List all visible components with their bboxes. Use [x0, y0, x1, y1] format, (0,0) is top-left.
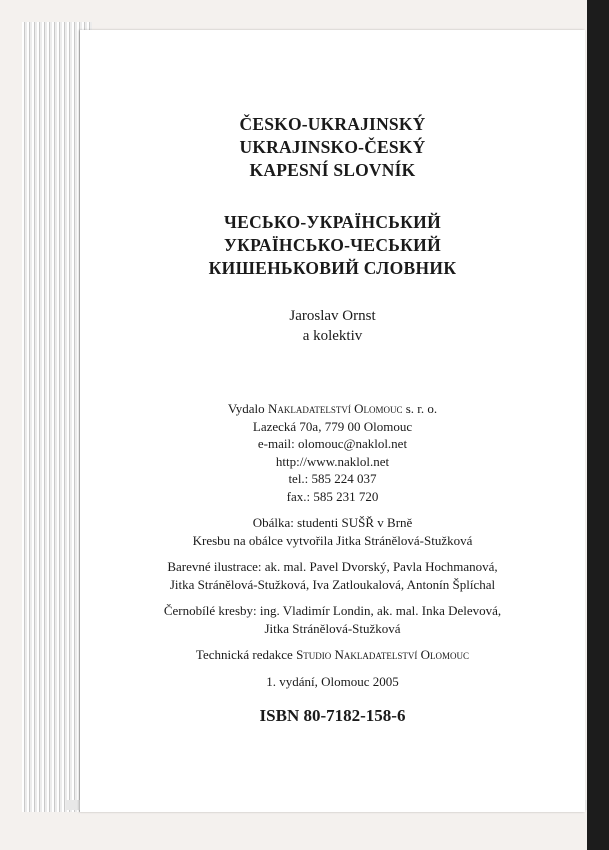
title-ua-line-1: ЧЕСЬКО-УКРАЇНСЬКИЙ	[224, 212, 441, 232]
publisher-info	[80, 400, 585, 505]
cover-drawing-credit: Kresbu na obálce vytvořila Jitka Stránělová-Stužková	[192, 532, 473, 548]
title-ukrainian	[80, 211, 585, 280]
publisher-fax: fax.: 585 231 720	[286, 488, 379, 504]
title-cz-line-2: UKRAJINSKO-ČESKÝ	[239, 137, 426, 157]
publisher-name: Nakladatelství Olomouc	[267, 401, 403, 416]
title-czech	[80, 113, 585, 182]
publisher-prefix: Vydalo	[227, 401, 268, 416]
author-block	[80, 306, 585, 346]
edition-info	[80, 673, 585, 691]
publisher-email: e-mail: olomouc@naklol.net	[257, 436, 408, 451]
publisher-line	[80, 400, 585, 418]
color-illustration-credits	[80, 558, 585, 593]
cover-credit: Obálka: studenti SUŠŘ v Brně	[252, 515, 413, 530]
title-ua-line-3: КИШЕНЬКОВИЙ СЛОВНИК	[208, 258, 457, 278]
tech-prefix: Technická redakce	[195, 647, 297, 662]
edition-line: 1. vydání, Olomouc 2005	[266, 673, 399, 689]
author-collective: a kolektiv	[302, 328, 363, 344]
cover-credits	[80, 514, 585, 549]
isbn: ISBN 80-7182-158-6	[259, 706, 406, 725]
tech-name: Studio Nakladatelství Olomouc	[296, 647, 470, 662]
title-ua-line-2: УКРАЇНСЬКО-ЧЕСЬКИЙ	[224, 235, 441, 255]
publisher-address: Lazecká 70a, 779 00 Olomouc	[252, 418, 413, 434]
bw-line-1: Černobílé kresby: ing. Vladimír Londin, ak. mal. Inka Delevová,	[163, 603, 502, 618]
title-cz-line-3: KAPESNÍ SLOVNÍK	[249, 160, 416, 180]
tech-line	[80, 646, 585, 664]
color-ill-line-2: Jitka Stránělová-Stužková, Iva Zatloukalová, Antonín Šplíchal	[169, 576, 496, 592]
color-ill-line-1: Barevné ilustrace: ak. mal. Pavel Dvorský, Pavla Hochmanová,	[167, 559, 498, 574]
title-cz-line-1: ČESKO-UKRAJINSKÝ	[239, 114, 426, 134]
book-spine-shadow	[587, 0, 609, 850]
publisher-tel: tel.: 585 224 037	[288, 471, 377, 486]
imprint-block	[80, 400, 585, 699]
bw-drawing-credits	[80, 602, 585, 637]
technical-editing	[80, 646, 585, 664]
publisher-suffix: s. r. o.	[402, 401, 438, 416]
author-name: Jaroslav Ornst	[289, 308, 376, 324]
publisher-web: http://www.naklol.net	[275, 453, 390, 469]
bw-line-2: Jitka Stránělová-Stužková	[264, 620, 401, 636]
